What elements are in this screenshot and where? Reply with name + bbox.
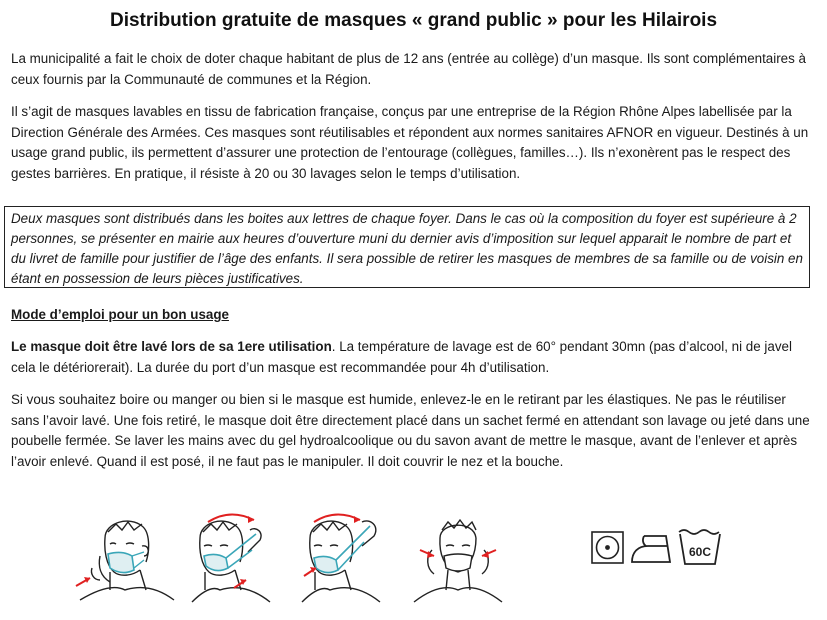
washing-paragraph-rest: . La température de lavage est de 60° pendant 30mn (pas d’alcool, ni de javel cela le détériorerait). La durée du port d’un masque est recommandée pour 4h d’utilisation.: [11, 339, 792, 375]
mask-step3-icon: [300, 510, 395, 605]
iron-icon: [630, 528, 674, 568]
wash-temperature-label: 60C: [688, 545, 712, 559]
distribution-notice-box: [4, 206, 810, 288]
mask-description-paragraph: Il s’agit de masques lavables en tissu de fabrication française, conçus par une entreprise de la Région Rhône Alpes labellisée par la Direction Générale des Armées. Ces masques sont réutilisables et répondent aux normes sanitaires AFNOR en vigueur. Destinés à un usage grand public, ils permettent d’assurer une protection de l’entourage (collègues, familles…). Ils n’exonèrent pas le respect des gestes barrières. En pratique, il résiste à 20 ou 30 lavages selon le temps d’utilisation.: [11, 104, 809, 181]
page-title: Distribution gratuite de masques « grand public » pour les Hilairois: [109, 10, 718, 31]
tumble-dry-icon: [590, 530, 625, 565]
removal-paragraph: Si vous souhaitez boire ou manger ou bien si le masque est humide, enlevez-le en le retirant par les élastiques. Ne pas le réutiliser sans l’avoir lavé. Une fois retiré, le masque doit être directement placé dans un sachet fermé en attendant son lavage ou jeté dans une poubelle fermée. Se laver les mains avec du gel hydroalcoolique ou du savon avant de mettre le masque, avant de l’enlever et après l’avoir enlevé. Quand il est posé, il ne faut pas le manipuler. Il doit couvrir le nez et la bouche.: [11, 392, 810, 469]
washing-paragraph: [11, 337, 811, 378]
mask-step4-icon: [410, 510, 505, 605]
usage-heading: Mode d’emploi pour un bon usage: [11, 307, 229, 322]
washing-paragraph-bold: Le masque doit être lavé lors de sa 1ere utilisation: [11, 339, 332, 354]
distribution-notice-text: Deux masques sont distribués dans les boites aux lettres de chaque foyer. Dans le cas où la composition du foyer est supérieure à 2 personnes, se présenter en mairie aux heures d’ouverture muni du dernier avis d’imposition sur lequel apparait le nombre de part et du livret de famille pour justifier de l’âge des enfants. Il sera possible de retirer les masques de membres de sa famille ou de voisin en étant en possession de leurs pièces justificatives.: [11, 211, 803, 286]
intro-paragraph: La municipalité a fait le choix de doter chaque habitant de plus de 12 ans (entrée au collège) d’un masque. Ils sont complémentaires à ceux fournis par la Communauté de communes et la Région.: [11, 51, 806, 87]
wash-60c-icon: [677, 526, 723, 568]
mask-step1-icon: [70, 510, 180, 605]
mask-step2-icon: [190, 510, 285, 605]
